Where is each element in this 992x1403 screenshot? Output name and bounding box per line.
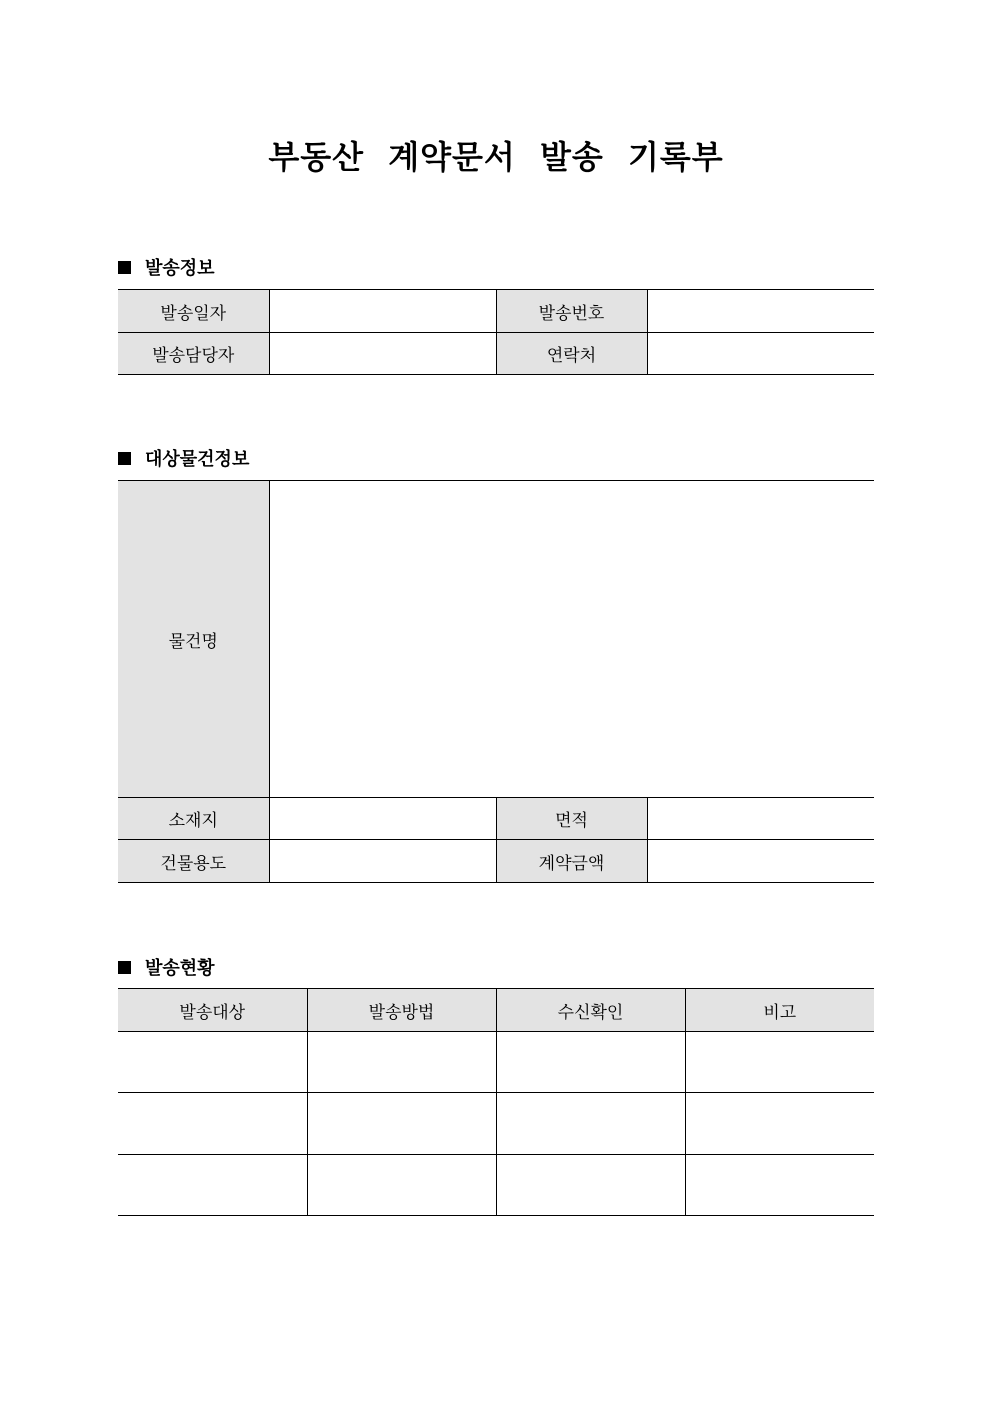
location-label: 소재지 — [118, 798, 269, 840]
method-cell[interactable] — [307, 1093, 496, 1155]
receipt-check-cell[interactable] — [496, 1093, 685, 1155]
table-row — [118, 333, 874, 375]
location-field[interactable] — [269, 798, 496, 840]
send-number-field[interactable] — [647, 290, 874, 333]
contract-amount-label: 계약금액 — [496, 840, 647, 883]
recipient-cell[interactable] — [118, 1093, 307, 1155]
remarks-cell[interactable] — [685, 1032, 874, 1093]
send-status-table — [118, 988, 874, 1216]
receipt-check-cell[interactable] — [496, 1155, 685, 1216]
table-row — [118, 1155, 874, 1216]
section-heading-send-info — [118, 254, 215, 280]
section-heading-property-info — [118, 445, 249, 471]
table-row — [118, 481, 874, 798]
recipient-cell[interactable] — [118, 1032, 307, 1093]
square-bullet-icon — [118, 452, 131, 465]
send-number-label: 발송번호 — [496, 290, 647, 333]
table-row — [118, 1032, 874, 1093]
remarks-cell[interactable] — [685, 1155, 874, 1216]
table-row — [118, 290, 874, 333]
building-use-field[interactable] — [269, 840, 496, 883]
contract-amount-field[interactable] — [647, 840, 874, 883]
column-header-receipt-check: 수신확인 — [496, 989, 685, 1032]
method-cell[interactable] — [307, 1032, 496, 1093]
column-header-remarks: 비고 — [685, 989, 874, 1032]
sender-label: 발송담당자 — [118, 333, 269, 375]
square-bullet-icon — [118, 961, 131, 974]
receipt-check-cell[interactable] — [496, 1032, 685, 1093]
section-heading-label: 발송현황 — [145, 958, 215, 979]
section-heading-label: 대상물건정보 — [145, 449, 250, 470]
send-info-table — [118, 289, 874, 375]
recipient-cell[interactable] — [118, 1155, 307, 1216]
sender-field[interactable] — [269, 333, 496, 375]
table-header-row — [118, 989, 874, 1032]
section-heading-label: 발송정보 — [145, 258, 215, 279]
building-use-label: 건물용도 — [118, 840, 269, 883]
method-cell[interactable] — [307, 1155, 496, 1216]
contact-label: 연락처 — [496, 333, 647, 375]
square-bullet-icon — [118, 261, 131, 274]
column-header-method: 발송방법 — [307, 989, 496, 1032]
send-date-field[interactable] — [269, 290, 496, 333]
send-date-label: 발송일자 — [118, 290, 269, 333]
property-name-field[interactable] — [269, 481, 874, 798]
section-heading-send-status — [118, 954, 215, 980]
table-row — [118, 1093, 874, 1155]
table-row — [118, 798, 874, 840]
document-title: 부동산 계약문서 발송 기록부 — [268, 138, 724, 176]
area-field[interactable] — [647, 798, 874, 840]
table-row — [118, 840, 874, 883]
property-info-table — [118, 480, 874, 883]
area-label: 면적 — [496, 798, 647, 840]
property-name-label: 물건명 — [118, 481, 269, 798]
column-header-recipient: 발송대상 — [118, 989, 307, 1032]
contact-field[interactable] — [647, 333, 874, 375]
remarks-cell[interactable] — [685, 1093, 874, 1155]
